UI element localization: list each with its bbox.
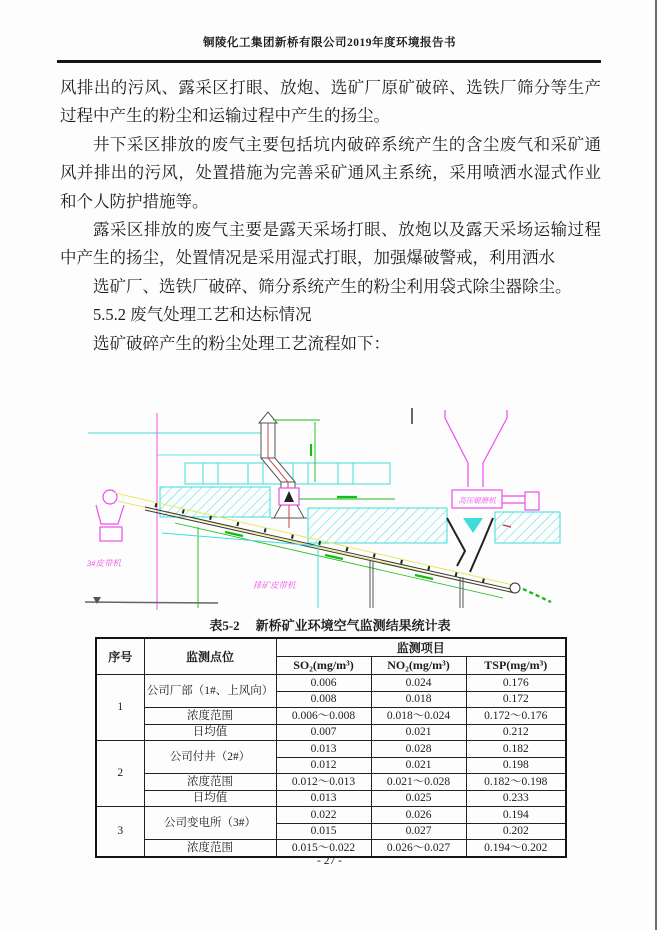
head-pulley-hopper [96, 490, 124, 541]
col-header-so2: SO₂(mg/m³) [276, 657, 371, 675]
table-cell-value: 0.021～0.028 [371, 774, 466, 791]
table-row [96, 774, 566, 791]
col-header-tsp: TSP(mg/m³) [466, 657, 566, 675]
table-cell-value: 0.198 [466, 757, 566, 774]
table-row [96, 807, 566, 824]
table-cell-value: 0.172～0.176 [466, 708, 566, 725]
table-cell-value: 0.013 [276, 741, 371, 758]
row-label-daily-avg: 日均值 [144, 790, 276, 807]
ground-line [85, 602, 218, 603]
table-cell-value: 0.028 [371, 741, 466, 758]
body-text-block [60, 74, 601, 358]
group-index: 2 [96, 741, 144, 807]
col-header-project: 监测项目 [276, 638, 566, 657]
col-header-site: 监测点位 [144, 638, 276, 675]
table-cell-value: 0.013 [276, 790, 371, 807]
table-cell-value: 0.026 [371, 807, 466, 824]
exhaust-stack [259, 412, 295, 488]
table-cell-value: 0.026～0.027 [371, 840, 466, 857]
col-header-no2: NO₂(mg/m³) [371, 657, 466, 675]
group-index: 3 [96, 807, 144, 857]
hatched-wall [495, 512, 560, 543]
site-label: 公司付井（2#） [144, 741, 276, 774]
chute-opening [463, 518, 483, 533]
table-cell-value: 0.018 [371, 691, 466, 708]
diagram-label-belt3: 3#皮带机 [87, 558, 122, 568]
table-row [96, 840, 566, 857]
table-cell-value: 0.212 [466, 724, 566, 741]
table-caption-number: 表5-2 [209, 618, 240, 633]
table-cell-value: 0.024 [371, 675, 466, 692]
diagram-label-discharge-belt: 排矿皮带机 [253, 580, 296, 590]
table-cell-value: 0.022 [276, 807, 371, 824]
tail-pulley [510, 583, 520, 593]
body-paragraph: 风排出的污风、露采区打眼、放炮、选矿厂原矿破碎、选铁厂筛分等生产过程中产生的粉尘和运输过程中产生的扬尘。 [60, 78, 601, 126]
table-caption-title: 新桥矿业环境空气监测结果统计表 [255, 618, 451, 633]
table-caption [95, 615, 565, 634]
row-label-daily-avg: 日均值 [144, 724, 276, 741]
diagram-label-roller-mill: 高压辊磨机 [458, 496, 496, 505]
table-cell-value: 0.182～0.198 [466, 774, 566, 791]
monitoring-results-table [95, 637, 567, 858]
table-row [96, 675, 566, 692]
table-row [96, 724, 566, 741]
table-cell-value: 0.233 [466, 790, 566, 807]
feed-hopper [445, 410, 539, 510]
scan-edge-line [655, 0, 657, 930]
body-paragraph: 选矿厂、选铁厂破碎、筛分系统产生的粉尘利用袋式除尘器除尘。 [93, 276, 572, 296]
table-cell-value: 0.194～0.202 [466, 840, 566, 857]
table-cell-value: 0.015 [276, 823, 371, 840]
table-cell-value: 0.012～0.013 [276, 774, 371, 791]
table-row [96, 790, 566, 807]
cad-diagram-svg [85, 406, 565, 612]
report-header-title: 铜陵化工集团新桥有限公司2019年度环境报告书 [203, 37, 456, 49]
process-flow-diagram [85, 406, 565, 612]
level-mark-icon [93, 597, 101, 604]
table-cell-value: 0.008 [276, 691, 371, 708]
group-index: 1 [96, 675, 144, 741]
body-paragraph: 选矿破碎产生的粉尘处理工艺流程如下： [93, 333, 390, 353]
body-paragraph: 露采区排放的废气主要是露天采场打眼、放炮以及露天采场运输过程中产生的扬尘，处置情况是采用湿式打眼，加强爆破警戒，利用洒水 [60, 220, 601, 268]
col-header-index: 序号 [96, 638, 144, 675]
table-cell-value: 0.172 [466, 691, 566, 708]
table-cell-value: 0.027 [371, 823, 466, 840]
table-row [96, 741, 566, 758]
table-cell-value: 0.182 [466, 741, 566, 758]
row-label-range: 浓度范围 [144, 774, 276, 791]
header-rule [57, 60, 601, 63]
hatched-wall [160, 487, 270, 517]
body-paragraph: 井下采区排放的废气主要包括坑内破碎系统产生的含尘废气和采矿通风并排出的污风，处置措施为完善采矿通风主系统，采用喷洒水湿式作业和个人防护措施等。 [60, 134, 601, 211]
table-cell-value: 0.006～0.008 [276, 708, 371, 725]
section-heading: 5.5.2 废气处理工艺和达标情况 [93, 305, 312, 325]
hatched-wall [308, 508, 447, 543]
site-label: 公司厂部（1#、上风向） [144, 675, 276, 708]
table-cell-value: 0.194 [466, 807, 566, 824]
table-cell-value: 0.202 [466, 823, 566, 840]
dust-fan [271, 488, 307, 528]
table-cell-value: 0.007 [276, 724, 371, 741]
site-label: 公司变电所（3#） [144, 807, 276, 840]
row-label-range: 浓度范围 [144, 840, 276, 857]
table-cell-value: 0.012 [276, 757, 371, 774]
platform-line [162, 533, 318, 608]
table-cell-value: 0.015～0.022 [276, 840, 371, 857]
page-number: - 27 - [317, 855, 342, 867]
table-row [96, 708, 566, 725]
table-cell-value: 0.176 [466, 675, 566, 692]
table-cell-value: 0.021 [371, 724, 466, 741]
table-cell-value: 0.025 [371, 790, 466, 807]
table-cell-value: 0.021 [371, 757, 466, 774]
table-cell-value: 0.018～0.024 [371, 708, 466, 725]
row-label-range: 浓度范围 [144, 708, 276, 725]
table-cell-value: 0.006 [276, 675, 371, 692]
